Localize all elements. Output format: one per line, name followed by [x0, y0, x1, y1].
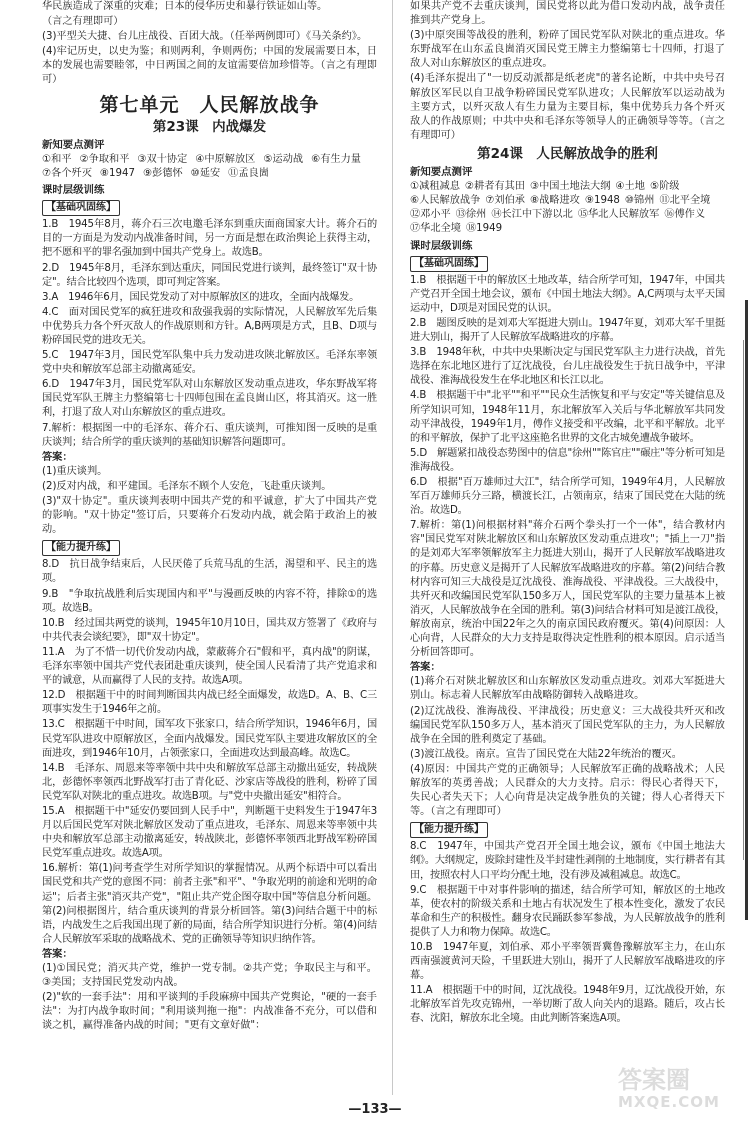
answer-line: (3)"双十协定"。重庆谈判表明中国共产党的和平诚意，扩大了中国共产党的影响。"双十协定"签订后，只要蒋介石发动内战，就会陷于政治上的被动。 — [42, 496, 377, 536]
answer-item: 12.D 根据题干中的时间判断国共内战已经全面爆发，故选D。A、B、C三项事实发生于1946年之前。 — [42, 690, 377, 716]
answer-label: 答案： — [410, 662, 441, 674]
answer-line: (1)重庆谈判。 — [42, 465, 108, 477]
watermark-logo — [618, 1067, 738, 1113]
practice-title: 课时层级训练 — [42, 184, 105, 197]
point: ⑤运动战 — [263, 153, 304, 165]
answer-item: 10.B 1947年夏，刘伯承、邓小平率领晋冀鲁豫解放军主力，在山东西南强渡黄河天险，千里跃进大别山，揭开了人民解放军战略进攻的序幕。 — [410, 942, 725, 982]
point: ⑪孟良崮 — [228, 167, 269, 179]
basic-section-label: 【基础巩固练】 — [42, 200, 120, 216]
new-points-title: 新知要点测评 — [410, 166, 473, 179]
answer-item: 2.B 题图反映的是刘邓大军挺进大别山。1947年夏，刘邓大军千里挺进大别山，揭开了人民解放军战略进攻的序幕。 — [410, 317, 725, 344]
point: ⑥有生力量 — [311, 153, 361, 165]
point: ②耕者有其田 — [464, 181, 525, 193]
answer-item: 5.C 1947年3月，国民党军队集中兵力发动进攻陕北解放区。毛泽东率领党中央和解放军总部主动撤离延安。 — [42, 350, 377, 376]
point: ⑩延安 — [190, 167, 221, 179]
answer-item: 15.A 根据题干中"延安仍要回到人民手中"，判断题干史料发生于1947年3月以后国民党军对陕北解放区发动了重点进攻，毛泽东、周恩来等率领中共中央和解放军总部主动撤离延安，转战陕北，彭德怀率领西北野战军粉碎国民党军重点进攻。故选A项。 — [42, 805, 377, 860]
point: ⑦刘伯承 — [485, 195, 525, 207]
point: ⑨彭德怀 — [142, 167, 183, 179]
new-points-list — [42, 153, 377, 181]
answer-item: 6.D 根据"百万雄师过大江"，结合所学可知，1949年4月，人民解放军百万雄师兵分三路，横渡长江，占领南京，结束了国民党在大陆的统治。故选D。 — [410, 477, 725, 517]
answer-line: (2)辽沈战役、淮海战役、平津战役；历史意义：三大战役共歼灭和改编国民党军队150多万人，基本消灭了国民党军队的主力，为人民解放战争在全国的胜利奠定了基础。 — [410, 705, 725, 745]
point: ④中原解放区 — [195, 153, 256, 165]
point: ④土地 — [615, 181, 645, 193]
point: ⑧1947 — [99, 167, 135, 179]
left-intro-1: 华民族造成了深重的灾难；日本的侵华历史和暴行铁证如山等。 — [42, 1, 328, 12]
point: ⑫邓小平 — [410, 209, 451, 221]
answer-item: 7.解析：第(1)问根据材料"蒋介石两个拳头打一个一体"，结合教材内容"国民党军对陕北解放区和山东解放区发动重点进攻"；"插上一刀"指的是刘邓大军率领解放军主力挺进大别山，揭开了人民解放军战略进攻的序幕。历史意义是揭开了人民解放军战略进攻的序幕。第(2)问结合教材内容可知三大战役是辽沈战役、淮海战役、平津战役。三大战役中，共歼灭和改编国民党军队150多万人，国民党军队的主要力量基本上被消灭，人民解放战争在全国的胜利。第(3)问结合材料可知是渡江战役，解放南京，统治中国22年之久的南京国民政府覆灭。第(4)问原因：人心向背，人民群众的大力支持是取得决定性胜利的根本原因。启示适当分析回答即可。 — [410, 520, 725, 659]
answer-item: 2.D 1945年8月，毛泽东到达重庆，同国民党进行谈判，最终签订"双十协定"。结合比较四个选项，即可判定答案。 — [42, 262, 377, 288]
answer-line: (4)原因：中国共产党的正确领导；人民解放军正确的战略战术；人民解放军的英勇善战；人民群众的大力支持。启示：得民心者得天下，失民心者失天下；人心向背是决定战争胜负的关键；得人心者得天下等。（言之有理即可） — [410, 763, 725, 818]
point: ⑩锦州 — [624, 195, 655, 207]
right-intro-1: 如果共产党不去重庆谈判，国民党将以此为借口发动内战，战争责任推到共产党身上。 — [410, 1, 725, 27]
ability-section-label: 【能力提升练】 — [42, 540, 120, 556]
answer-item: 13.C 根据题干中时间，国军攻下张家口，结合所学知识，1946年6月，国民党军队进攻中原解放区，全面内战爆发。国民党军队主要进攻解放区的全面进攻，到1946年10月，占领张家口，全面进攻达到最高峰。故选C。 — [42, 719, 377, 759]
scan-edge-mark — [745, 300, 748, 920]
point: ①减租减息 — [410, 181, 460, 193]
answer-line: (1)①国民党；消灭共产党，维护一党专制。②共产党；争取民主与和平。③美国；支持国民党发动内战。 — [42, 963, 377, 989]
left-intro-2: （言之有理即可） — [42, 16, 124, 28]
answer-item: 4.C 面对国民党军的疯狂进攻和敌强我弱的实际情况，人民解放军先后集中优势兵力各个歼灭敌人的作战原则和方针。A,B两项是方式，且B、D项与粉碎国民党的进攻无关。 — [42, 306, 377, 346]
answer-item: 1.B 1945年8月，蒋介石三次电邀毛泽东到重庆面商国家大计。蒋介石的目的一方面是为发动内战准备时间，另一方面是想在政治舆论上获得主动，把不愿和平的罪名强加到中国共产党身上。故选B。 — [42, 219, 377, 259]
answer-item: 8.C 1947年，中国共产党召开全国土地会议，颁布《中国土地法大纲》。大纲规定，废除封建性及半封建性剥削的土地制度，实行耕者有其田，按照农村人口平均分配土地，没有涉及减租减息。故选C。 — [410, 841, 725, 881]
answer-item: 14.B 毛泽东、周恩来等率领中共中央和解放军总部主动撤出延安，转战陕北，彭德怀率领西北野战军打击了青化砭、沙家店等战役的胜利，粉碎了国民党军队对陕北的重点进攻。故选B项。与"党中央撤出延安"相符合。 — [42, 762, 377, 802]
answer-line: (3)渡江战役。南京。宣告了国民党在大陆22年统治的覆灭。 — [410, 748, 682, 760]
point: ③双十协定 — [137, 153, 188, 165]
answer-line: (2)"软的一套手法"：用和平谈判的手段麻痹中国共产党舆论，"硬的一套手法"：为打内战争取时间；"利用谈判拖一拖"：内战准备不充分，可以借和谈之机，赢得准备内战的时间；"更有文章好做"： — [42, 992, 377, 1032]
watermark-text: 答案圈 — [618, 1066, 690, 1094]
point: ⑬徐州 — [455, 209, 487, 221]
column-divider — [392, 0, 393, 1095]
scan-edge-mark — [743, 340, 744, 860]
answer-item: 5.D 解题紧扣战役态势图中的信息"徐州""陈官庄""碾庄"等分析可知是淮海战役。 — [410, 447, 725, 473]
point: ⑤阶级 — [649, 181, 680, 193]
left-column — [42, 0, 377, 1095]
right-intro-3: (4)毛泽东提出了"一切反动派都是纸老虎"的著名论断，中共中央号召解放区军民以自卫战争粉碎国民党军队进攻；人民解放军以运动战为主要方式，以歼灭敌人有生力量为主要目标，集中优势兵力各个歼灭敌人的作战原则；中共中央和毛泽东等领导人的正确领导等等。（言之有理即可） — [410, 73, 725, 141]
answer-item: 4.B 根据题干中"北平""和平""民众生活恢复和平与安定"等关键信息及所学知识可知，1948年11月，东北解放军入关后与华北解放军共同发动平津战役，1949年1月，傅作义接受和平改编，北平和平解放。北平的和平解放，保护了北平这座艳名世界的文化古城免遭战争破坏。 — [410, 390, 725, 444]
answer-item: 8.D 抗日战争结束后，人民厌倦了兵荒马乱的生活，渴望和平、民主的选项。 — [42, 559, 377, 585]
answer-item: 3.A 1946年6月，国民党发动了对中原解放区的进攻，全面内战爆发。 — [42, 291, 360, 303]
answer-item: 11.A 为了不惜一切代价发动内战，蒙蔽蒋介石"假和平，真内战"的阴谋，毛泽东率领中国共产党代表团赴重庆谈判，使全国人民看清了共产党追求和平的诚意，从而赢得了人民的支持。故选A项。 — [42, 646, 377, 687]
point: ⑦各个歼灭 — [42, 167, 92, 179]
answer-label: 答案： — [42, 948, 73, 960]
answer-item: 7.解析：根据图一中的毛泽东、蒋介石、重庆谈判，可推知图一反映的是重庆谈判；结合所学的重庆谈判的基础知识解答问题即可。 — [42, 422, 377, 448]
point: ①和平 — [42, 153, 72, 165]
answer-line: (2)反对内战，和平建国。毛泽东不顾个人安危，飞赴重庆谈判。 — [42, 480, 332, 492]
page-number: —133— — [348, 1102, 402, 1117]
new-points-list — [410, 180, 725, 236]
point: ⑰华北全境 — [410, 223, 461, 235]
answer-item: 1.B 根据题干中的解放区土地改革，结合所学可知，1947年，中国共产党召开全国土地会议，颁布《中国土地法大纲》。A,C两项与太平天国运动中，D项是对国民党的认识。 — [410, 274, 725, 314]
answer-item: 10.B 经过国共两党的谈判，1945年10月10日，国共双方签署了《政府与中共代表会谈纪要》，即"双十协定"。 — [42, 617, 377, 643]
answer-item: 9.B "争取抗战胜利后实现国内和平"与漫画反映的内容不符，排除①的选项。故选B。 — [42, 588, 377, 614]
point: ⑨1948 — [584, 195, 620, 207]
new-points-title: 新知要点测评 — [42, 138, 105, 151]
point: ⑯傅作义 — [664, 209, 706, 221]
point: ⑥人民解放战争 — [410, 195, 481, 207]
right-intro-2: (3)中原突围等战役的胜利，粉碎了国民党军队对陕北的重点进攻。华东野战军在山东孟良崮消灭国民党王牌主力整编第七十四师，打退了敌人对山东解放区的重点进攻。 — [410, 30, 725, 70]
point: ⑱1949 — [465, 223, 503, 235]
left-intro-4: (4)牢记历史，以史为鉴；和则两利，争则两伤；中国的发展需要日本，日本的发展也需要睦邻，中日两国之间的友谊需要倍加珍惜等。（言之有理即可） — [42, 46, 377, 86]
answer-label: 答案： — [42, 451, 73, 463]
point: ②争取和平 — [79, 153, 130, 165]
left-intro-3: (3)平型关大捷、台儿庄战役、百团大战。（任举两例即可）《马关条约》。 — [42, 31, 368, 43]
ability-section-label: 【能力提升练】 — [410, 822, 488, 838]
point: ③中国土地法大纲 — [529, 181, 611, 193]
answer-item: 16.解析：第(1)问考查学生对所学知识的掌握情况。从两个标语中可以看出国民党和共产党的意图不同：前者主张"和平"、"争取光明的前途和光明的命运"；后者主张"消灭共产党"，"阻止共产党企图夺取中国"等信息分析问题。第(2)问根据图片，结合重庆谈判的背景分析回答。第(3)问结合题干中的标语，内战发生之后我国出现了新的局面，结合所学知识进行分析。第(4)问结合人民解放军采取的战略战术、党的正确领导等知识归纳作答。 — [42, 863, 377, 945]
answer-line: (1)蒋介石对陕北解放区和山东解放区发动重点进攻。刘邓大军挺进大别山。标志着人民解放军由战略防御转入战略进攻。 — [410, 676, 725, 702]
basic-section-label: 【基础巩固练】 — [410, 256, 488, 272]
answer-item: 3.B 1948年秋，中共中央果断决定与国民党军队主力进行决战，首先选择在东北地区进行了辽沈战役，台儿庄战役发生于抗日战争中，平津战役、淮海战役发生在华北地区和长江以北。 — [410, 347, 725, 387]
answer-item: 9.C 根据题干中对事件影响的描述，结合所学可知，解放区的土地改革，使农村的阶级关系和土地占有状况发生了根本性变化，激发了农民革命和生产的积极性。翻身农民踊跃参军参战，为人民解放战争的胜利提供了人力和物力保障。故选C。 — [410, 884, 725, 938]
watermark-url: MXQE.COM — [618, 1093, 720, 1111]
point: ⑪北平全境 — [659, 195, 711, 207]
lesson-24-title: 第24课 人民解放战争的胜利 — [477, 145, 658, 162]
point: ⑮华北人民解放军 — [577, 209, 660, 221]
practice-title: 课时层级训练 — [410, 239, 473, 252]
point: ⑭长江中下游以北 — [491, 209, 573, 221]
lesson-23-title: 第23课 内战爆发 — [152, 118, 267, 135]
point: ⑧战略进攻 — [529, 195, 580, 207]
right-column — [410, 0, 725, 1095]
unit-title: 第七单元 人民解放战争 — [99, 93, 320, 116]
answer-item: 11.A 根据题干中的时间，辽沈战役。1948年9月，辽沈战役开始，东北解放军首先攻克锦州，一举切断了敌人向关内的退路。随后，攻占长春、沈阳，解放东北全境。由此判断答案选A项。 — [410, 985, 725, 1025]
answer-item: 6.D 1947年3月，国民党军队对山东解放区发动重点进攻，华东野战军将国民党军队王牌主力整编第七十四师包围在孟良崮山区，将其消灭。这一胜利，打退了敌人对山东解放区的重点进攻。 — [42, 379, 377, 419]
